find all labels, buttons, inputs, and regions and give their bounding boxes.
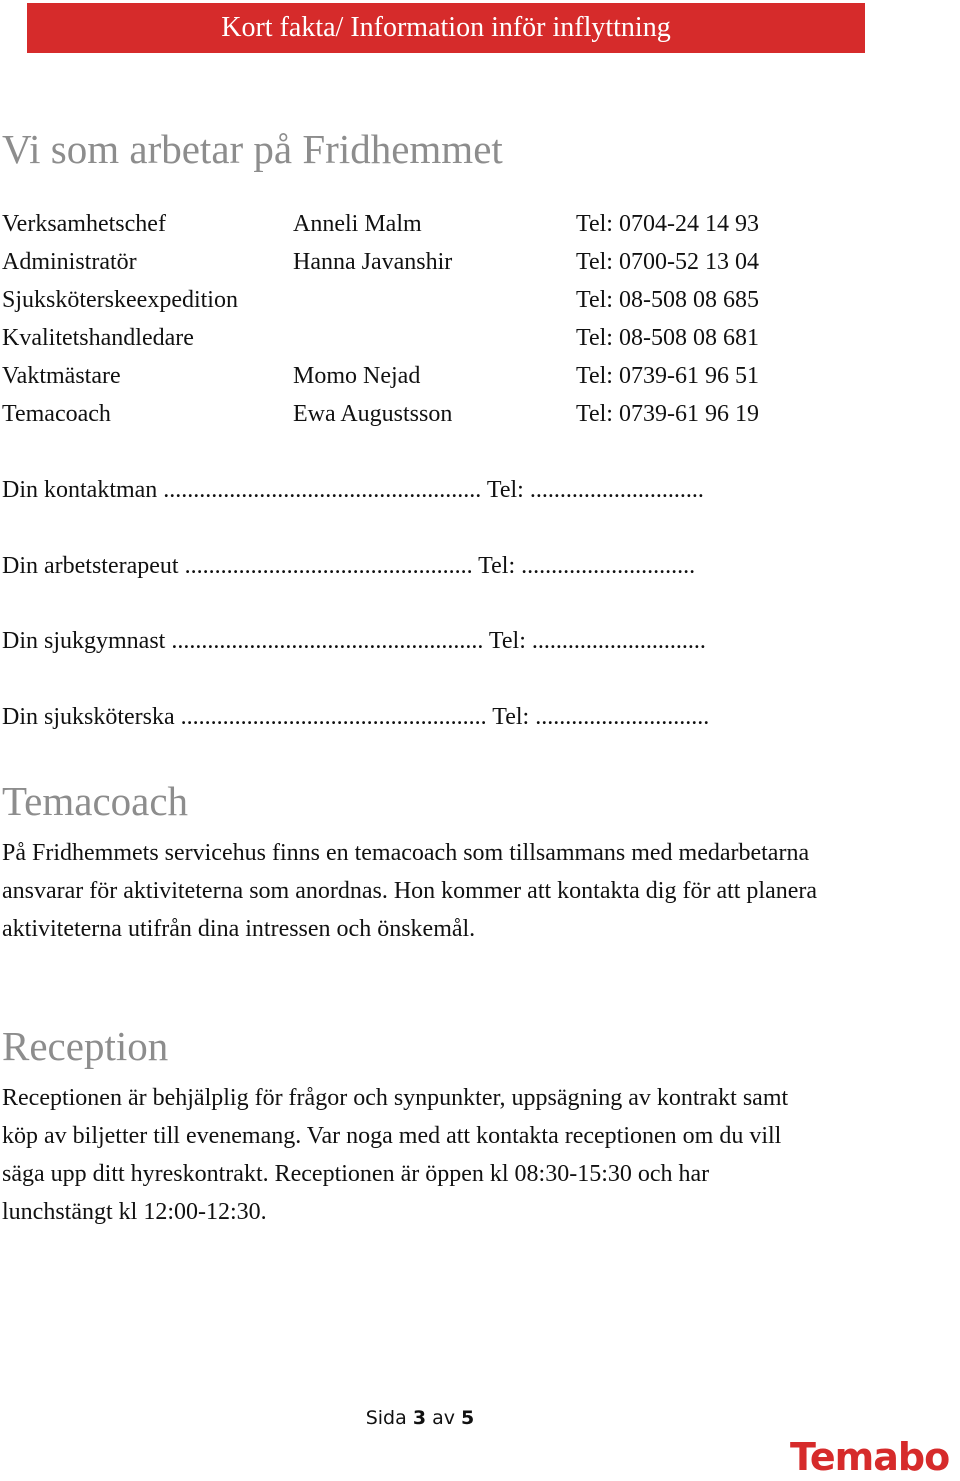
staff-row: [2, 243, 902, 281]
page-separator: av: [432, 1407, 455, 1429]
staff-phone: Tel: 0700-52 13 04: [576, 249, 759, 275]
header-banner: Kort fakta/ Information inför inflyttning: [27, 3, 865, 53]
staff-name: Ewa Augustsson: [293, 401, 453, 427]
section-heading-temacoach: Temacoach: [2, 778, 189, 824]
staff-row: [2, 395, 902, 433]
staff-row: [2, 357, 902, 395]
staff-name: Hanna Javanshir: [293, 249, 453, 275]
staff-role: Sjuksköterskeexpedition: [2, 287, 238, 313]
staff-role: Vaktmästare: [2, 363, 121, 389]
staff-phone: Tel: 0704-24 14 93: [576, 211, 759, 237]
staff-phone: Tel: 0739-61 96 51: [576, 363, 759, 389]
staff-role: Verksamhetschef: [2, 211, 166, 237]
section-text-temacoach: På Fridhemmets servicehus finns en temacoach som tillsammans med medarbetarna ansvarar för aktiviteterna som anordnas. Hon kommer att kontakta dig för att planera aktiviteterna utifrån dina intressen och önskemål.: [2, 840, 818, 942]
contact-line-kontaktman: Din kontaktman ..................................................... Tel: .............................: [2, 477, 704, 503]
section-text-reception: Receptionen är behjälplig för frågor och synpunkter, uppsägning av kontrakt samt köp av biljetter till evenemang. Var noga med att kontakta receptionen om du vill säga upp ditt hyreskontrakt. Receptionen är öppen kl 08:30-15:30 och har lunchstängt kl 12:00-12:30.: [2, 1085, 789, 1225]
staff-table: [2, 205, 902, 433]
page-prefix: Sida: [365, 1407, 407, 1429]
staff-row: [2, 319, 902, 357]
staff-row: [2, 281, 902, 319]
page-current: 3: [412, 1407, 427, 1429]
staff-phone: Tel: 08-508 08 685: [576, 287, 759, 313]
page-number: [0, 1403, 840, 1433]
temabo-logo: Temabo: [790, 1435, 950, 1479]
staff-role: Administratör: [2, 249, 137, 275]
staff-phone: Tel: 08-508 08 681: [576, 325, 759, 351]
staff-role: Temacoach: [2, 401, 111, 427]
staff-name: Anneli Malm: [293, 211, 422, 237]
page-title: Vi som arbetar på Fridhemmet: [2, 126, 503, 172]
section-heading-reception: Reception: [2, 1023, 169, 1069]
contact-line-sjukgymnast: Din sjukgymnast .................................................... Tel: .............................: [2, 628, 706, 654]
staff-role: Kvalitetshandledare: [2, 325, 194, 351]
page-total: 5: [461, 1407, 475, 1429]
staff-name: Momo Nejad: [293, 363, 421, 389]
staff-phone: Tel: 0739-61 96 19: [576, 401, 759, 427]
staff-row: [2, 205, 902, 243]
contact-line-arbetsterapeut: Din arbetsterapeut ................................................ Tel: .............................: [2, 553, 696, 579]
contact-line-sjukskoterska: Din sjuksköterska ................................................... Tel: .............................: [2, 704, 710, 730]
